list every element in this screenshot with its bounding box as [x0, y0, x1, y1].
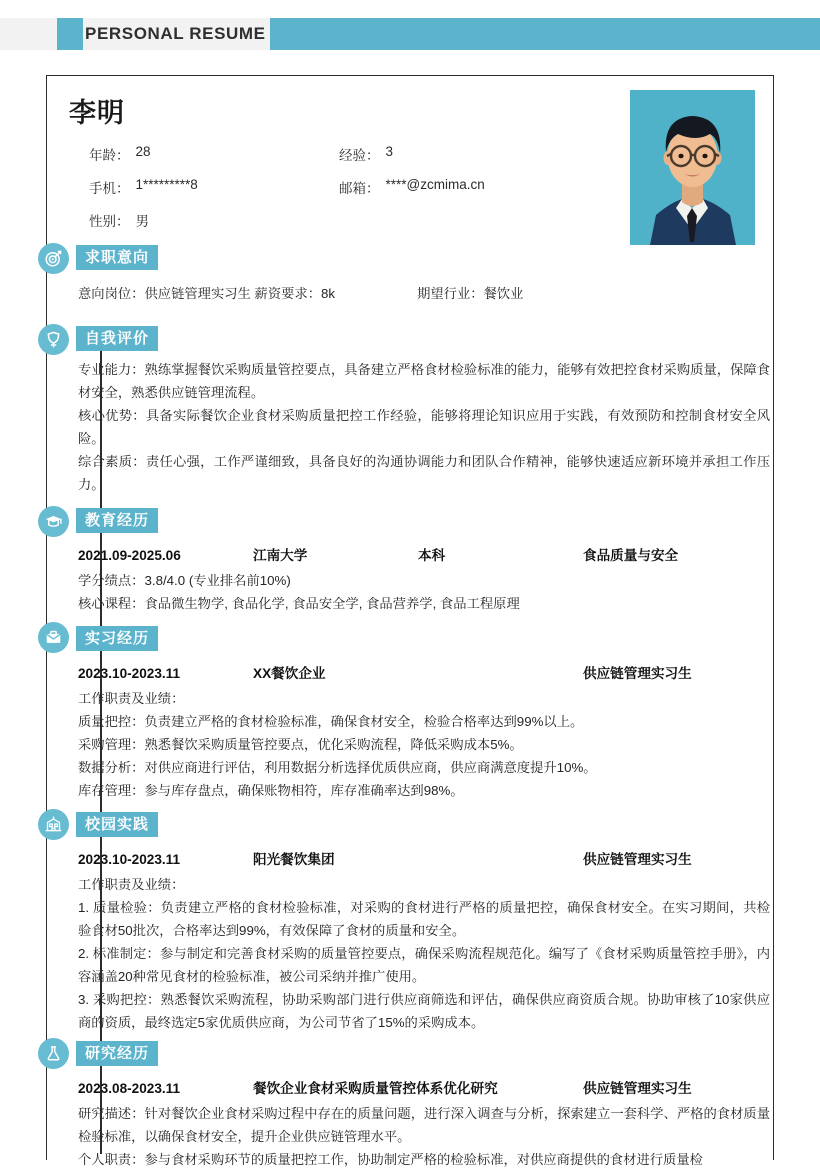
internship-item: 库存管理：参与库存盘点，确保账物相符，库存准确率达到98%。	[78, 783, 464, 798]
section-badge-job-intent: 求职意向	[76, 245, 158, 270]
research-description: 研究描述：针对餐饮企业食材采购过程中存在的质量问题，进行深入调查与分析，探索建立一套科学、严格的食材质量检验标准，以确保食材安全，提升企业供应链管理水平。	[78, 1106, 770, 1144]
section-badge-research: 研究经历	[76, 1041, 158, 1066]
campus-subtitle: 工作职责及业绩：	[78, 877, 185, 892]
campus-item: 1. 质量检验：负责建立严格的食材检验标准，对采购的食材进行严格的质量把控，确保食材安全。在实习期间，共检验食材50批次，合格率达到99%，有效保障了食材的质量和安全。	[78, 900, 770, 938]
research-entry-head	[78, 1077, 770, 1100]
section-badge-education: 教育经历	[76, 508, 158, 533]
portrait-illustration	[630, 90, 755, 245]
research-date: 2023.08-2023.11	[78, 1081, 181, 1096]
field-age-label: 年龄：	[89, 148, 130, 163]
research-duty: 个人职责：参与食材采购环节的质量把控工作，协助制定严格的检验标准，对供应商提供的食材进行质量检	[78, 1152, 703, 1167]
internship-entry-head	[78, 662, 770, 685]
education-courses: 核心课程：食品微生物学, 食品化学, 食品安全学, 食品营养学, 食品工程原理	[78, 596, 520, 611]
self-evaluation-body	[78, 358, 770, 496]
intent-industry: 期望行业：餐饮业	[417, 286, 524, 301]
education-entry-head	[78, 544, 770, 567]
campus-entry-head	[78, 848, 770, 871]
section-badge-internship: 实习经历	[76, 626, 158, 651]
education-body	[78, 544, 770, 615]
section-badge-self-evaluation: 自我评价	[76, 326, 158, 351]
field-age-value: 28	[135, 144, 151, 159]
self-eval-paragraph: 专业能力：熟练掌握餐饮采购质量管控要点，具备建立严格食材检验标准的能力，能够有效把控食材采购质量，保障食材安全，熟悉供应链管理流程。	[78, 362, 770, 400]
avatar	[630, 90, 755, 245]
field-email-value: ****@zcmima.cn	[385, 177, 485, 192]
banner-title: PERSONAL RESUME	[85, 24, 266, 43]
internship-company: XX餐饮企业	[253, 666, 326, 681]
campus-practice-body	[78, 848, 770, 1034]
contact-info	[89, 144, 609, 243]
briefcase-icon	[38, 622, 69, 653]
shield-icon	[38, 324, 69, 355]
banner-accent-block	[57, 18, 83, 50]
education-degree: 本科	[418, 548, 446, 563]
internship-body	[78, 662, 770, 802]
flask-icon	[38, 1038, 69, 1069]
job-intent-body	[78, 282, 770, 305]
contact-row	[89, 177, 609, 197]
internship-subtitle: 工作职责及业绩：	[78, 691, 185, 706]
target-icon	[38, 243, 69, 274]
education-date: 2021.09-2025.06	[78, 548, 181, 563]
field-gender-label: 性别：	[89, 214, 130, 229]
field-experience-label: 经验：	[339, 148, 380, 163]
education-major: 食品质量与安全	[583, 548, 679, 563]
section-badge-campus-practice: 校园实践	[76, 812, 158, 837]
candidate-name: 李明	[69, 98, 125, 128]
field-gender-value: 男	[135, 214, 149, 229]
campus-company: 阳光餐饮集团	[253, 852, 335, 867]
contact-row	[89, 144, 609, 164]
school-building-icon	[38, 809, 69, 840]
field-age	[89, 144, 339, 164]
internship-role: 供应链管理实习生	[583, 666, 692, 681]
graduation-cap-icon	[38, 506, 69, 537]
self-eval-paragraph: 综合素质：责任心强，工作严谨细致，具备良好的沟通协调能力和团队合作精神，能够快速适应新环境并承担工作压力。	[78, 454, 770, 492]
education-school: 江南大学	[253, 548, 308, 563]
research-topic: 餐饮企业食材采购质量管控体系优化研究	[253, 1081, 498, 1096]
research-role: 供应链管理实习生	[583, 1081, 692, 1096]
campus-item: 3. 采购把控：熟悉餐饮采购流程，协助采购部门进行供应商筛选和评估，确保供应商资质合规。协助审核了10家供应商的资质，最终选定5家优质供应商，为公司节省了15%的采购成本。	[78, 992, 770, 1030]
field-gender	[89, 210, 339, 230]
page-banner	[0, 18, 820, 50]
research-body	[78, 1077, 770, 1171]
internship-item: 质量把控：负责建立严格的食材检验标准，确保食材安全，检验合格率达到99%以上。	[78, 714, 584, 729]
banner-bar	[270, 18, 820, 50]
contact-row	[89, 210, 609, 230]
field-phone	[89, 177, 339, 197]
campus-date: 2023.10-2023.11	[78, 852, 181, 867]
campus-item: 2. 标准制定：参与制定和完善食材采购的质量管控要点，确保采购流程规范化。编写了《食材采购质量管控手册》，内容涵盖20种常见食材的检验标准，被公司采纳并推广使用。	[78, 946, 770, 984]
field-email-label: 邮箱：	[339, 181, 380, 196]
internship-item: 数据分析：对供应商进行评估，利用数据分析选择优质供应商，供应商满意度提升10%。	[78, 760, 597, 775]
field-experience	[339, 144, 589, 164]
field-phone-value: 1*********8	[135, 177, 198, 192]
internship-item: 采购管理：熟悉餐饮采购质量管控要点，优化采购流程，降低采购成本5%。	[78, 737, 523, 752]
field-phone-label: 手机：	[89, 181, 130, 196]
education-gpa: 学分绩点：3.8/4.0 (专业排名前10%)	[78, 573, 291, 588]
self-eval-paragraph: 核心优势：具备实际餐饮企业食材采购质量把控工作经验，能够将理论知识应用于实践，有效预防和控制食材安全风险。	[78, 408, 770, 446]
internship-date: 2023.10-2023.11	[78, 666, 181, 681]
intent-position: 意向岗位：供应链管理实习生 薪资要求：8k	[78, 286, 336, 301]
field-email	[339, 177, 589, 197]
field-experience-value: 3	[385, 144, 394, 159]
campus-role: 供应链管理实习生	[583, 852, 692, 867]
